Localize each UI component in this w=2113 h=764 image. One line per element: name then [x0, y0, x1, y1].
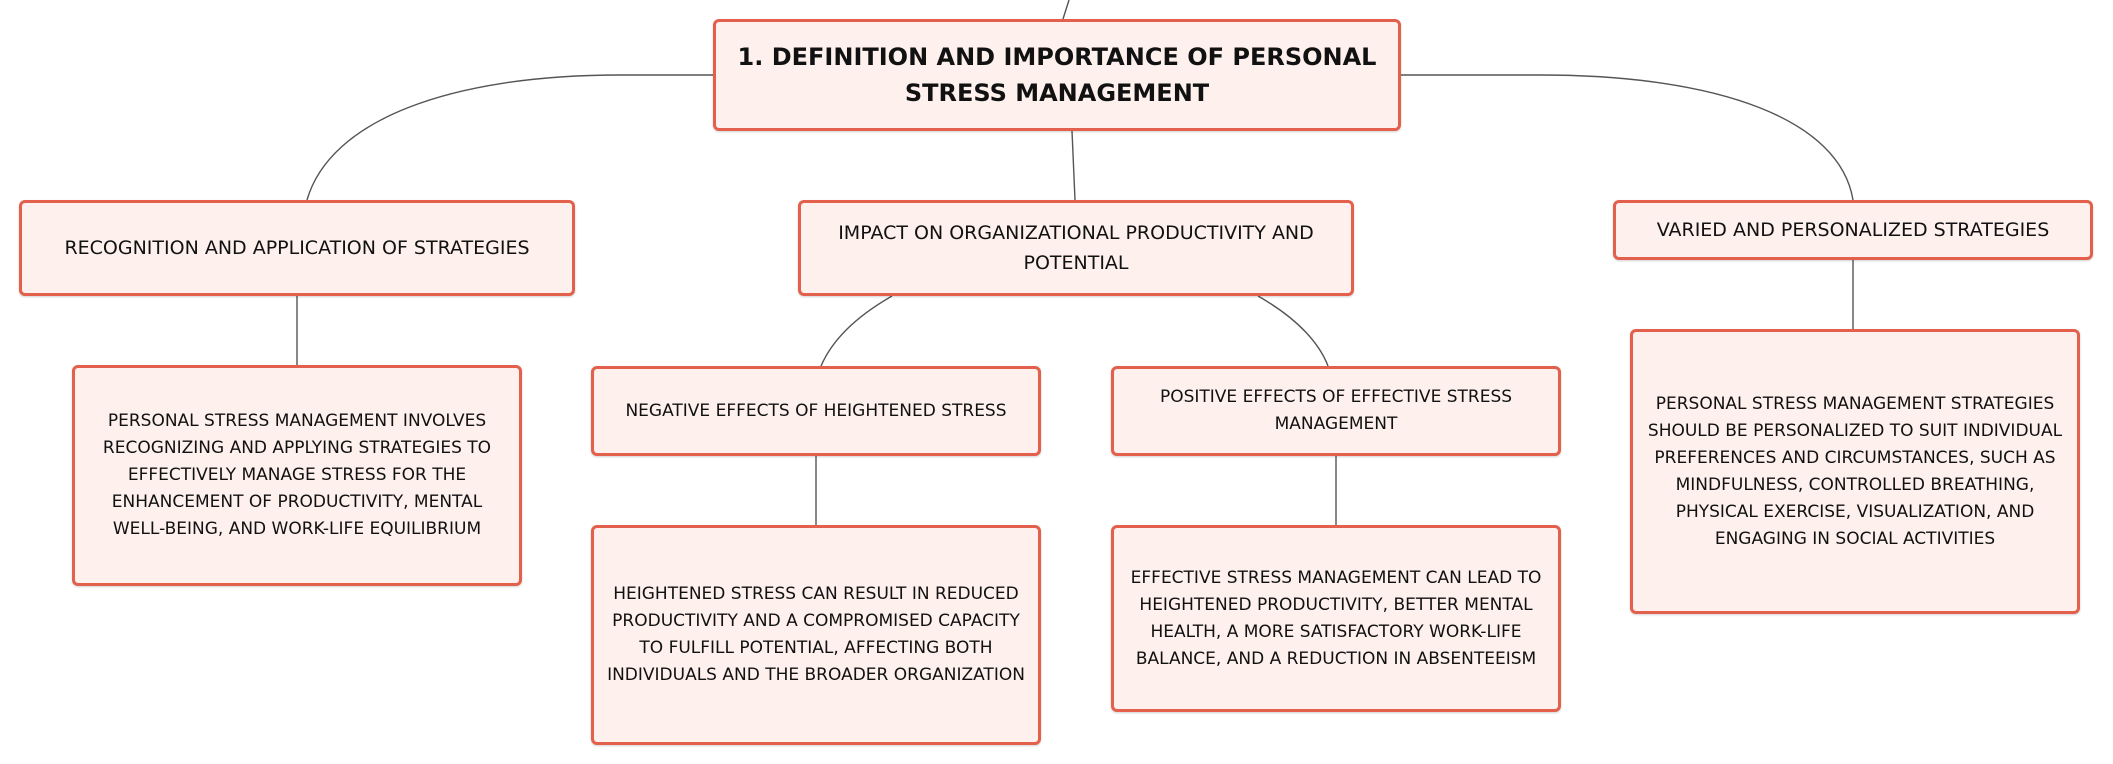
connector-root-varied — [1401, 75, 1853, 200]
impact-topic-label: IMPACT ON ORGANIZATIONAL PRODUCTIVITY AND POTENTIAL — [838, 222, 1314, 274]
connector-impact-positive — [1258, 296, 1328, 366]
varied-strategies-topic-label: VARIED AND PERSONALIZED STRATEGIES — [1656, 219, 2050, 241]
root-topic-label: 1. DEFINITION AND IMPORTANCE OF PERSONAL STRESS MANAGEMENT — [737, 43, 1377, 107]
connector-root-recognition — [307, 75, 713, 200]
varied-strategies-detail-text: PERSONAL STRESS MANAGEMENT STRATEGIES SHOULD BE PERSONALIZED TO SUIT INDIVIDUAL PREFERENCES AND CIRCUMSTANCES, SUCH AS MINDFULNESS, CONTROLLED BREATHING, PHYSICAL EXERCISE, VISUALIZATION, AND ENGAGING IN SOCIAL ACTIVITIES — [1647, 393, 2063, 549]
positive-effects-topic-node[interactable] — [1111, 366, 1561, 456]
positive-effects-detail-node[interactable] — [1111, 525, 1561, 712]
varied-strategies-detail-node[interactable] — [1630, 329, 2080, 614]
recognition-detail-node[interactable] — [72, 365, 522, 586]
connector-root-impact — [1072, 131, 1075, 200]
negative-effects-topic-label: NEGATIVE EFFECTS OF HEIGHTENED STRESS — [625, 400, 1007, 421]
connector-parent-in — [1063, 0, 1069, 19]
negative-effects-detail-node[interactable] — [591, 525, 1041, 745]
recognition-detail-text: PERSONAL STRESS MANAGEMENT INVOLVES RECOGNIZING AND APPLYING STRATEGIES TO EFFECTIVELY MANAGE STRESS FOR THE ENHANCEMENT OF PRODUCTIVITY, MENTAL WELL-BEING, AND WORK-LIFE EQUILIBRIUM — [102, 411, 492, 539]
connector-impact-negative — [821, 296, 892, 366]
recognition-topic-node[interactable] — [19, 200, 575, 296]
negative-effects-topic-node[interactable] — [591, 366, 1041, 456]
recognition-topic-label: RECOGNITION AND APPLICATION OF STRATEGIES — [64, 237, 530, 259]
positive-effects-detail-text: EFFECTIVE STRESS MANAGEMENT CAN LEAD TO HEIGHTENED PRODUCTIVITY, BETTER MENTAL HEALTH, A MORE SATISFACTORY WORK-LIFE BALANCE, AND A REDUCTION IN ABSENTEEISM — [1130, 567, 1542, 669]
root-topic-node[interactable] — [713, 19, 1401, 131]
positive-effects-topic-label: POSITIVE EFFECTS OF EFFECTIVE STRESS MANAGEMENT — [1159, 387, 1513, 434]
negative-effects-detail-text: HEIGHTENED STRESS CAN RESULT IN REDUCED PRODUCTIVITY AND A COMPROMISED CAPACITY TO FULFILL POTENTIAL, AFFECTING BOTH INDIVIDUALS AND THE BROADER ORGANIZATION — [607, 584, 1025, 685]
varied-strategies-topic-node[interactable] — [1613, 200, 2093, 260]
impact-topic-node[interactable] — [798, 200, 1354, 296]
